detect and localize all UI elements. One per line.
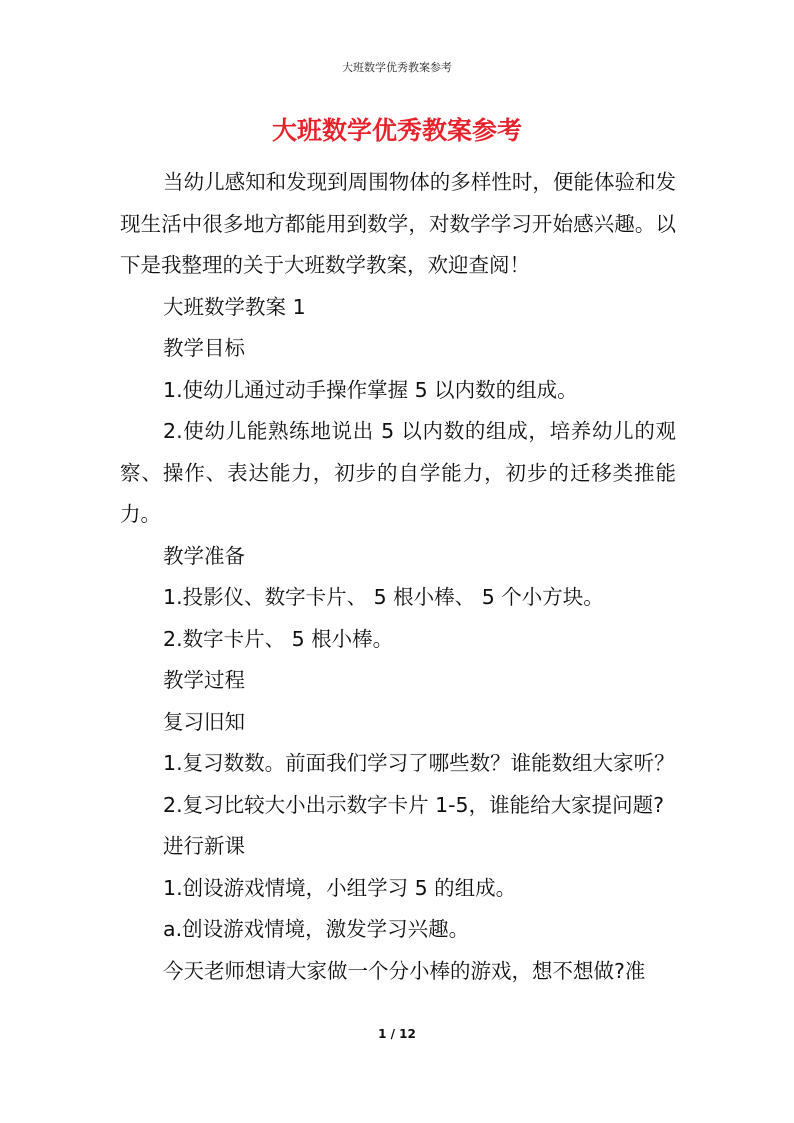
review-item-1: 1.复习数数。前面我们学习了哪些数？谁能数组大家听？	[163, 751, 675, 775]
page-number: 1 / 12	[378, 1027, 416, 1041]
running-header: 大班数学优秀教案参考	[342, 61, 452, 74]
subheading-review: 复习旧知	[163, 709, 246, 734]
subheading-new-lesson: 进行新课	[163, 834, 246, 858]
goal-item-1: 1.使幼儿通过动手操作掌握 5 以内数的组成。	[163, 377, 578, 402]
section-heading-goals: 教学目标	[163, 336, 246, 360]
section-heading-lesson-1: 大班数学教案 1	[163, 294, 306, 319]
intro-paragraph: 当幼儿感知和发现到周围物体的多样性时，便能体验和发现生活中很多地方都能用到数学，对数学学习开始感兴趣。以下是我整理的关于大班数学教案，欢迎查阅！	[120, 170, 676, 277]
review-item-2: 2.复习比较大小出示数字卡片 1-5，谁能给大家提问题?	[163, 792, 664, 817]
new-lesson-item-1: 1.创设游戏情境，小组学习 5 的组成。	[163, 875, 517, 900]
goal-item-2: 2.使幼儿能熟练地说出 5 以内数的组成，培养幼儿的观察、操作、表达能力，初步的自学能力，初步的迁移类推能力。	[120, 419, 676, 526]
document-title: 大班数学优秀教案参考	[271, 116, 522, 145]
new-lesson-item-a: a.创设游戏情境，激发学习兴趣。	[163, 917, 470, 941]
document-body	[120, 162, 676, 992]
section-heading-process: 教学过程	[163, 668, 246, 692]
preparation-item-2: 2.数字卡片、 5 根小棒。	[163, 626, 394, 651]
preparation-item-1: 1.投影仪、数字卡片、 5 根小棒、 5 个小方块。	[163, 585, 604, 609]
body-paragraph: 今天老师想请大家做一个分小棒的游戏，想不想做?准	[163, 958, 646, 983]
section-heading-preparation: 教学准备	[163, 543, 246, 568]
